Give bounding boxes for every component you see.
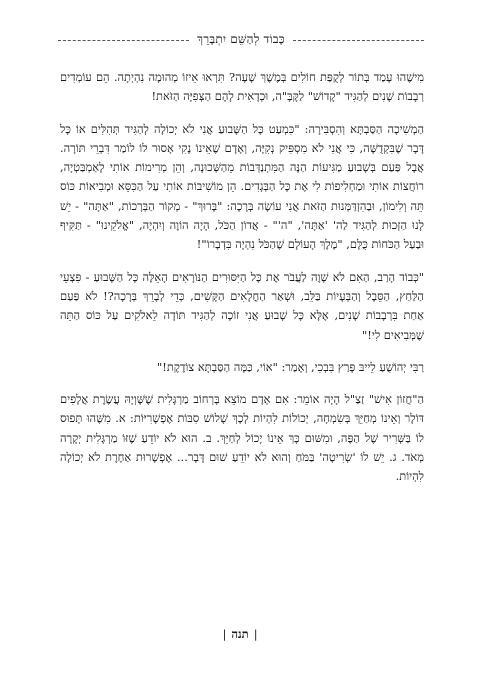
header-dashed-rule-left — [58, 40, 189, 41]
footer-separator-left: | — [222, 627, 227, 641]
paragraph-1: מִישֶׁהוּ עָמַד בְּתוֹר לְקֻפַּת חוֹלִים בְּמֶשֶׁךְ שָׁעָה? תִּרְאוּ אֵיזוֹ מְהוּמָה נִהְיְתָה. הֵם עוֹמְדִים רְבָבוֹת שָׁנִים לְהַגִּיד "קָדוֹשׁ" לַקָּבָּ"ה, וּכְדָאִית לָהֶם הַצְּפִיָּה הַזֹּאת! — [60, 70, 424, 104]
running-header — [58, 30, 424, 48]
body-text — [60, 68, 424, 500]
page-footer — [0, 627, 480, 641]
page-number: תנה — [231, 627, 249, 641]
header-title: כָּבוֹד לְהַשֵּׁם יִתְבָּרֵךְ — [197, 32, 285, 46]
header-dashed-rule-right — [293, 40, 424, 41]
footer-separator-right: | — [253, 627, 258, 641]
paragraph-3: "כְּבוֹד הָרַב, הַאִם לֹא שָׁוֶה לַעֲבֹר אֶת כָּל הַיִּסּוּרִים הַנּוֹרָאִים הָאֵלֶּה כָּל הַשָּׁבוּעַ - פִּצְעֵי הַלַּחַץ, הַסֵּבֶל וְהַבְּעָיוֹת בַּלֵּב, וּשְׁאַר הַחֳלָאִים הַקָּשִׁים, כְּדֵי לְבָרֵךְ בְּרָכָה?! לֹא פַּעַם אַחַת בִּרְבָבוֹת שָׁנִים, אֶלָּא כָּל שָׁבוּעַ אֲנִי זוֹכָה לְהַגִּיד תּוֹדָה לֵאלֹקִים עַל כּוֹס הַתֵּה שֶׁמְּבִיאִים לִי!" — [60, 269, 424, 342]
paragraph-2: הַמְשִׁיכָה הַסַּבְתָּא וְהִסְבִּירָה: "כִּמְעַט כָּל הַשָּׁבוּעַ אֲנִי לֹא יְכוֹלָה לְהַגִּיד תְּהִלִּים אוֹ כָּל דָּבָר שֶׁבִּקְדֻשָּׁה, כִּי אֲנִי לֹא מִסְפִּיק נְקִיָּה, וְאָדָם שֶׁאֵינוֹ נָקִי אָסוּר לוֹ לוֹמַר דִּבְרֵי תּוֹרָה. אֲבָל פַּעַם בְּשָׁבוּעַ מַגִּיעוֹת הַנָּה הַמִּתְנַדְּבוֹת מֵהַשְּׁכוּנָה, וְהֵן מְרִימוֹת אוֹתִי לָאַמְבַּטְיָה, רוֹחֲצוֹת אוֹתִי וּמַחְלִיפוֹת לִי אֶת כָּל הַבְּגָדִים. הֵן מוֹשִׁיבוֹת אוֹתִי עַל הַכִּסֵּא וּמְבִיאוֹת כּוֹס תֵּה וְלִימוֹן, וּבַהִזְדַּמְּנוּת הַזֹּאת אֲנִי עוֹשָׂה בְּרָכָה: "בָּרוּךְ" - מְקוֹר הַבְּרָכוֹת, "אַתָּה" - יֵשׁ לָנוּ הַזְּכוּת לְהַגִּיד לַה' 'אַתָּה', "ה'" - אֲדוֹן הַכֹּל, הָיָה הוֹוֶה וְיִהְיֶה, "אֱלֹקֵינוּ" - תַּקִּיף וּבַעַל הַכֹּחוֹת כֻּלָּם, "מֶלֶךְ הָעוֹלָם שֶׁהַכֹּל נִהְיָה בִּדְבָרוֹ"! — [60, 121, 424, 252]
paragraph-5: הַ"חֲזוֹן אִישׁ" זַצַ"ל הָיָה אוֹמֵר: אִם אָדָם מוֹצֵא בָּרְחוֹב מַרְגָּלִית שֶׁשָּׁוְיָהּ עֲשֶׂרֶת אֲלָפִים דּוֹלָר וְאֵינוֹ מְחַיֵּךְ בְּשִׂמְחָה, יְכוֹלוֹת לִהְיוֹת לְכָךְ שָׁלוֹשׁ סִבּוֹת אֶפְשָׁרִיּוֹת: א. מִשֶּׁהוּ תָּפוּס לוֹ בַּשְּׁרִיר שֶׁל הַפֶּה, וּמִשּׁוּם כָּךְ אֵינוֹ יָכוֹל לְחַיֵּךְ. ב. הוּא לֹא יוֹדֵעַ שֶׁזּוֹ מַרְגָּלִית יְקָרָה מְאֹד. ג. יֵשׁ לוֹ 'שְׂרִיטָה' בַּמֹּחַ וְהוּא לֹא יוֹדֵעַ שׁוּם דָּבָר... אֶפְשָׁרוּת אַחֶרֶת לֹא יְכוֹלָה לִהְיוֹת. — [60, 392, 424, 484]
paragraph-4: רַבִּי יְהוֹשֻׁעַ לֵייבּ פָּרַץ בִּבְכִי, וְאָמַר: "אוֹי, כַּמָּה הַסַּבְתָּא צוֹדֶקֶת!" — [157, 359, 424, 374]
